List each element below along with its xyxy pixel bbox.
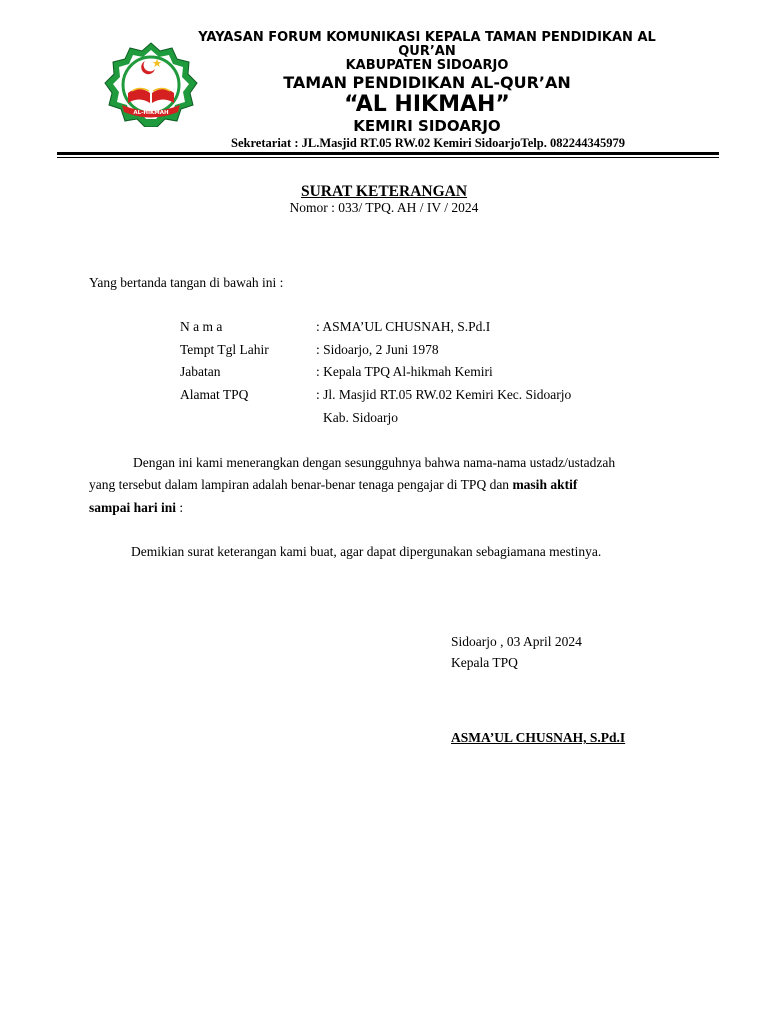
body-line-3	[89, 500, 183, 516]
header-rule-thin	[57, 157, 719, 158]
field-label-position: Jabatan	[180, 364, 221, 379]
secretariat-address: Sekretariat : JL.Masjid RT.05 RW.02 Kemiri SidoarjoTelp. 082244345979	[231, 136, 625, 150]
body-line-2-text: yang tersebut dalam lampiran adalah benar-benar tenaga pengajar di TPQ dan	[89, 477, 513, 492]
field-value-address: : Jl. Masjid RT.05 RW.02 Kemiri Kec. Sidoarjo	[316, 387, 572, 402]
field-label-address: Alamat TPQ	[180, 387, 249, 402]
intro-text: Yang bertanda tangan di bawah ini :	[89, 275, 284, 290]
place-date: Sidoarjo , 03 April 2024	[451, 634, 582, 649]
school-name: “AL HIKMAH”	[344, 92, 510, 117]
logo-text: AL-HIKMAH	[133, 110, 169, 116]
closing-text: Demikian surat keterangan kami buat, agar dapat dipergunakan sebagiamana mestinya.	[131, 544, 602, 559]
regency-name: KABUPATEN SIDOARJO	[345, 58, 509, 73]
body-line-3-text: :	[176, 500, 184, 515]
body-line-2-bold: masih aktif	[512, 477, 578, 492]
field-value-address-cont: Kab. Sidoarjo	[323, 410, 398, 425]
signer-role: Kepala TPQ	[451, 655, 518, 670]
letter-title-text: SURAT KETERANGAN	[300, 183, 468, 200]
foundation-name: YAYASAN FORUM KOMUNIKASI KEPALA TAMAN PENDIDIKAN AL QUR’AN	[198, 30, 656, 59]
letter-title	[0, 183, 768, 201]
field-value-position: : Kepala TPQ Al-hikmah Kemiri	[316, 364, 493, 379]
body-line-2	[89, 477, 577, 493]
letter-number: Nomor : 033/ TPQ. AH / IV / 2024	[289, 200, 479, 215]
body-line-3-bold: sampai hari ini	[89, 500, 177, 515]
field-value-birth: : Sidoarjo, 2 Juni 1978	[316, 342, 439, 357]
school-location: KEMIRI SIDOARJO	[353, 117, 501, 135]
signer-name: ASMA’UL CHUSNAH, S.Pd.I	[451, 730, 626, 745]
logo-center-disc	[123, 57, 179, 113]
field-label-birth: Tempt Tgl Lahir	[180, 342, 269, 357]
institution-name: TAMAN PENDIDIKAN AL-QUR’AN	[283, 73, 571, 92]
field-value-name: : ASMA’UL CHUSNAH, S.Pd.I	[316, 319, 491, 334]
field-label-name: N a m a	[180, 319, 223, 334]
header-rule-thick	[57, 152, 719, 155]
body-line-1: Dengan ini kami menerangkan dengan sesungguhnya bahwa nama-nama ustadz/ustadzah	[133, 455, 616, 470]
